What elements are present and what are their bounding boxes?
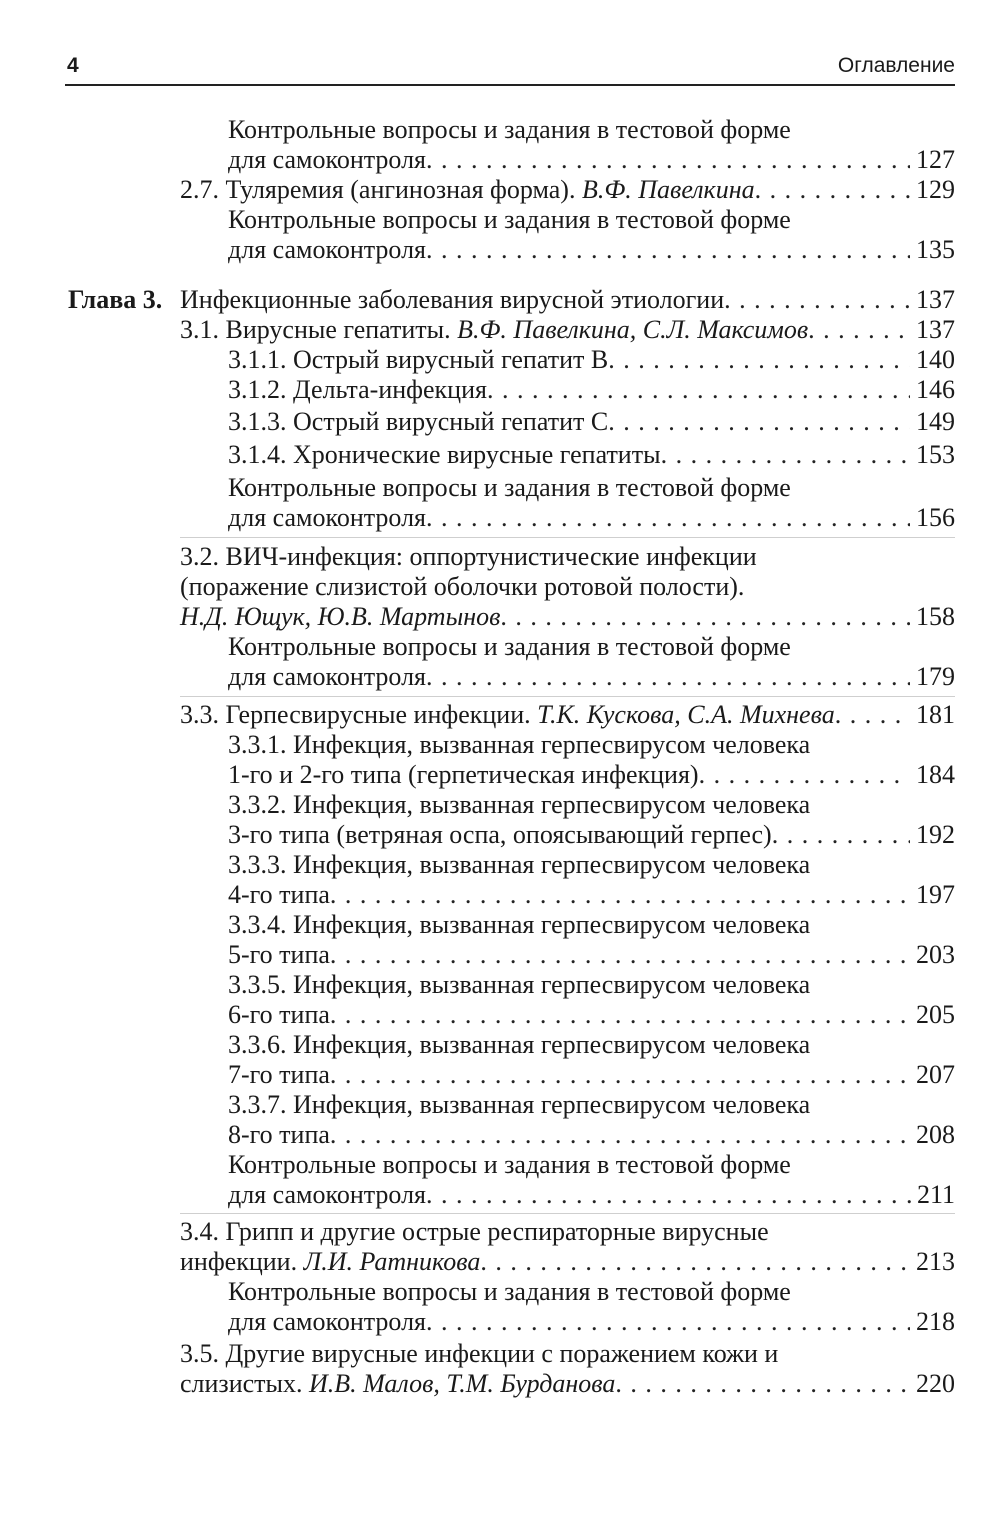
toc-entry-control-questions[interactable]: для самоконтроля . . . 127 xyxy=(228,145,955,175)
toc-page-number: 156 xyxy=(916,503,955,532)
toc-entry-control-questions[interactable]: для самоконтроля . . . 135 xyxy=(228,235,955,265)
toc-entry-3-1-2[interactable]: 3.1.2. Дельта-инфекция . . . 146 xyxy=(228,375,955,405)
toc-page-number: 135 xyxy=(916,235,955,264)
dot-leader xyxy=(480,1247,910,1277)
toc-authors: В.Ф. Павелкина, С.Л. Максимов xyxy=(457,315,809,344)
toc-authors: Л.И. Ратникова xyxy=(303,1247,481,1276)
toc-line: 3.5. Другие вирусные инфекции с поражением кожи и xyxy=(180,1339,779,1368)
section-divider xyxy=(180,1213,955,1214)
dot-leader xyxy=(426,1307,910,1337)
toc-entry-chapter-3[interactable]: Инфекционные заболевания вирусной этиологии . . . 137 xyxy=(180,285,955,315)
running-head-title: Оглавление xyxy=(837,54,955,77)
toc-entry-2-7[interactable]: 2.7. Туляремия (ангинозная форма). В.Ф. Павелкина . . . 129 xyxy=(180,175,955,205)
toc-line: 3.3.2. Инфекция, вызванная герпесвирусом человека xyxy=(228,790,811,819)
toc-entry-3-4[interactable]: инфекции. Л.И. Ратникова . . . 213 xyxy=(180,1247,955,1277)
dot-leader xyxy=(330,1000,910,1030)
toc-line: 3.3.3. Инфекция, вызванная герпесвирусом человека xyxy=(228,850,811,879)
dot-leader xyxy=(661,440,910,470)
toc-entry-3-1[interactable]: 3.1. Вирусные гепатиты. В.Ф. Павелкина, С.Л. Максимов . . . 137 xyxy=(180,315,955,345)
toc-entry-3-1-4[interactable]: 3.1.4. Хронические вирусные гепатиты . . . 153 xyxy=(228,440,955,470)
dot-leader xyxy=(724,285,910,315)
toc-line: Контрольные вопросы и задания в тестовой форме xyxy=(228,1277,791,1306)
dot-leader xyxy=(330,1120,910,1150)
toc-line: Контрольные вопросы и задания в тестовой форме xyxy=(228,115,791,144)
dot-leader xyxy=(615,1369,910,1399)
toc-line: Контрольные вопросы и задания в тестовой форме xyxy=(228,473,791,502)
toc-page-number: 149 xyxy=(916,407,955,436)
toc-line: 3.3.6. Инфекция, вызванная герпесвирусом человека xyxy=(228,1030,811,1059)
section-divider xyxy=(180,537,955,538)
toc-line: Контрольные вопросы и задания в тестовой форме xyxy=(228,205,791,234)
dot-leader xyxy=(426,235,910,265)
toc-entry-3-3[interactable]: 3.3. Герпесвирусные инфекции. Т.К. Кускова, С.А. Михнева . . . 181 xyxy=(180,700,955,730)
toc-page-number: 192 xyxy=(916,820,955,849)
toc-authors: Н.Д. Ющук, Ю.В. Мартынов xyxy=(180,602,501,631)
toc-page-number: 208 xyxy=(916,1120,955,1149)
chapter-label: Глава 3. xyxy=(68,285,163,314)
toc-page-number: 146 xyxy=(916,375,955,404)
toc-line: 3.3.5. Инфекция, вызванная герпесвирусом человека xyxy=(228,970,811,999)
page-number: 4 xyxy=(67,54,79,77)
toc-line: Контрольные вопросы и задания в тестовой форме xyxy=(228,1150,791,1179)
dot-leader xyxy=(330,1060,910,1090)
toc-page-number: 211 xyxy=(916,1180,955,1209)
running-head xyxy=(67,54,955,86)
dot-leader xyxy=(426,503,910,533)
toc-page-number: 137 xyxy=(916,315,955,344)
toc-entry-3-1-1[interactable]: 3.1.1. Острый вирусный гепатит В . . . 140 xyxy=(228,345,955,375)
toc-page-number: 181 xyxy=(916,700,955,729)
toc-entry-3-1-3[interactable]: 3.1.3. Острый вирусный гепатит С . . . 149 xyxy=(228,407,955,437)
toc-entry-3-5[interactable]: слизистых. И.В. Малов, Т.М. Бурданова . . . 220 xyxy=(180,1369,955,1399)
dot-leader xyxy=(772,820,910,850)
toc-entry-3-3-4[interactable]: 5-го типа . . . 203 xyxy=(228,940,955,970)
toc-authors: Т.К. Кускова, С.А. Михнева xyxy=(537,700,835,729)
toc-page-number: 205 xyxy=(916,1000,955,1029)
toc-entry-3-3-1[interactable]: 1-го и 2-го типа (герпетическая инфекция) . . . 184 xyxy=(228,760,955,790)
toc-authors: И.В. Малов, Т.М. Бурданова xyxy=(308,1369,616,1398)
toc-page-number: 127 xyxy=(916,145,955,174)
toc-line: 3.3.7. Инфекция, вызванная герпесвирусом человека xyxy=(228,1090,811,1119)
dot-leader xyxy=(755,175,910,205)
toc-entry-control-questions[interactable]: для самоконтроля . . . 156 xyxy=(228,503,955,533)
toc-page-number: 158 xyxy=(916,602,955,631)
toc-page-number: 184 xyxy=(916,760,955,789)
toc-entry-3-3-5[interactable]: 6-го типа . . . 205 xyxy=(228,1000,955,1030)
toc-entry-3-2[interactable] xyxy=(180,602,955,632)
dot-leader xyxy=(608,345,910,375)
toc-entry-3-3-2[interactable]: 3-го типа (ветряная оспа, опоясывающий герпес) . . . 192 xyxy=(228,820,955,850)
toc-page-number: 203 xyxy=(916,940,955,969)
toc-entry-3-3-3[interactable]: 4-го типа . . . 197 xyxy=(228,880,955,910)
toc-line: 3.4. Грипп и другие острые респираторные вирусные xyxy=(180,1217,769,1246)
toc-page-number: 137 xyxy=(916,285,955,314)
dot-leader xyxy=(426,1180,911,1210)
toc-entry-control-questions[interactable]: для самоконтроля . . . 211 xyxy=(228,1180,955,1210)
toc-page-number: 153 xyxy=(916,440,955,469)
dot-leader xyxy=(426,145,910,175)
toc-page-number: 207 xyxy=(916,1060,955,1089)
toc-page-number: 218 xyxy=(916,1307,955,1336)
section-divider xyxy=(180,696,955,697)
toc-page-number: 140 xyxy=(916,345,955,374)
toc-line: 3.2. ВИЧ-инфекция: оппортунистические инфекции xyxy=(180,542,757,571)
toc-page-number: 220 xyxy=(916,1369,955,1398)
toc-authors: В.Ф. Павелкина xyxy=(581,175,755,204)
toc-page-number: 213 xyxy=(916,1247,955,1276)
dot-leader xyxy=(608,407,910,437)
dot-leader xyxy=(808,315,910,345)
toc-line: 3.3.1. Инфекция, вызванная герпесвирусом человека xyxy=(228,730,811,759)
dot-leader xyxy=(835,700,910,730)
dot-leader xyxy=(330,880,910,910)
toc-page-number: 179 xyxy=(916,662,955,691)
toc-line: (поражение слизистой оболочки ротовой полости). xyxy=(180,572,745,601)
header-rule xyxy=(65,84,955,86)
toc-entry-3-3-6[interactable]: 7-го типа . . . 207 xyxy=(228,1060,955,1090)
dot-leader xyxy=(699,760,910,790)
toc-line: Контрольные вопросы и задания в тестовой форме xyxy=(228,632,791,661)
dot-leader xyxy=(487,375,910,405)
toc-page-number: 197 xyxy=(916,880,955,909)
toc-entry-control-questions[interactable]: для самоконтроля . . . 179 xyxy=(228,662,955,692)
toc-page-number: 129 xyxy=(916,175,955,204)
dot-leader xyxy=(500,602,910,632)
dot-leader xyxy=(330,940,910,970)
dot-leader xyxy=(426,662,910,692)
toc-line: 3.3.4. Инфекция, вызванная герпесвирусом человека xyxy=(228,910,811,939)
toc-entry-control-questions[interactable]: для самоконтроля . . . 218 xyxy=(228,1307,955,1337)
toc-entry-3-3-7[interactable]: 8-го типа . . . 208 xyxy=(228,1120,955,1150)
